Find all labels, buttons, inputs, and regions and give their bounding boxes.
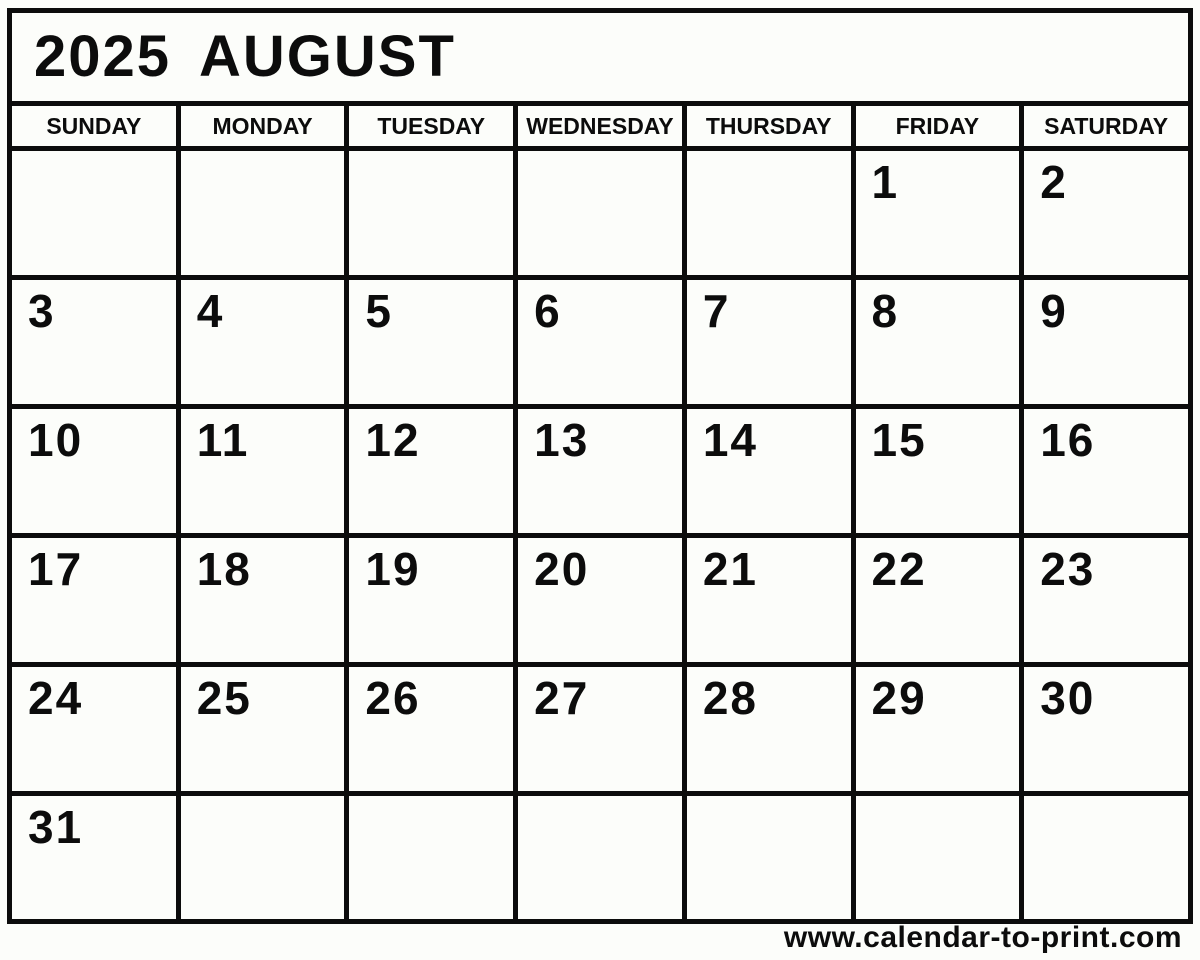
day-cell	[684, 794, 853, 922]
day-number: 28	[702, 672, 758, 724]
day-number: 2	[1040, 156, 1068, 208]
day-number: 17	[28, 543, 84, 595]
day-number: 12	[365, 414, 421, 466]
day-number: 14	[702, 414, 758, 466]
day-cell	[178, 665, 347, 794]
day-number: 5	[365, 285, 393, 337]
weekday-header-friday: FRIDAY	[853, 104, 1022, 149]
day-cell	[516, 794, 685, 922]
day-cell	[1022, 794, 1191, 922]
weekday-header-saturday: SATURDAY	[1022, 104, 1191, 149]
day-number: 16	[1040, 414, 1096, 466]
day-number: 31	[28, 801, 84, 853]
day-cell	[10, 149, 179, 278]
day-cell	[684, 278, 853, 407]
day-cell	[1022, 536, 1191, 665]
day-cell	[347, 794, 516, 922]
day-cell	[1022, 665, 1191, 794]
day-cell	[347, 407, 516, 536]
calendar-month: AUGUST	[199, 24, 456, 89]
day-cell	[347, 149, 516, 278]
day-number: 25	[196, 672, 252, 724]
day-cell	[516, 665, 685, 794]
day-cell	[347, 278, 516, 407]
day-cell	[1022, 278, 1191, 407]
day-cell	[684, 407, 853, 536]
day-number: 29	[871, 672, 927, 724]
day-cell	[853, 278, 1022, 407]
weekday-header-wednesday: WEDNESDAY	[516, 104, 685, 149]
day-number: 7	[702, 285, 731, 337]
day-cell	[684, 536, 853, 665]
day-number: 24	[28, 672, 84, 724]
week-row	[10, 149, 1191, 278]
day-cell	[853, 794, 1022, 922]
day-number: 6	[534, 285, 562, 337]
day-cell	[684, 665, 853, 794]
day-cell	[178, 149, 347, 278]
day-cell	[853, 149, 1022, 278]
day-number: 4	[196, 285, 225, 337]
day-cell	[178, 278, 347, 407]
day-cell	[684, 149, 853, 278]
day-number: 19	[365, 543, 421, 595]
day-number: 8	[871, 285, 900, 337]
weekday-header-row	[10, 104, 1191, 149]
day-number: 10	[28, 414, 84, 466]
day-cell	[853, 407, 1022, 536]
day-number: 20	[534, 543, 590, 595]
day-number: 30	[1040, 672, 1096, 724]
week-row	[10, 665, 1191, 794]
day-cell	[516, 536, 685, 665]
day-number: 27	[534, 672, 590, 724]
day-number: 18	[196, 543, 252, 595]
day-number: 21	[702, 543, 758, 595]
day-cell	[516, 407, 685, 536]
day-cell	[10, 794, 179, 922]
weekday-header-thursday: THURSDAY	[684, 104, 853, 149]
day-cell	[516, 149, 685, 278]
day-number: 26	[365, 672, 421, 724]
calendar-year: 2025	[34, 24, 172, 89]
calendar-title-box	[7, 8, 1193, 101]
day-cell	[178, 407, 347, 536]
day-cell	[10, 665, 179, 794]
day-cell	[10, 536, 179, 665]
calendar	[7, 8, 1193, 924]
day-cell	[1022, 149, 1191, 278]
day-cell	[178, 536, 347, 665]
weekday-header-sunday: SUNDAY	[10, 104, 179, 149]
day-cell	[516, 278, 685, 407]
weekday-header-monday: MONDAY	[178, 104, 347, 149]
week-row	[10, 536, 1191, 665]
day-number: 9	[1040, 285, 1068, 337]
day-cell	[178, 794, 347, 922]
website-url: www.calendar-to-print.com	[783, 921, 1182, 954]
day-number: 3	[28, 285, 56, 337]
week-row	[10, 407, 1191, 536]
day-cell	[10, 407, 179, 536]
day-cell	[853, 536, 1022, 665]
day-cell	[347, 536, 516, 665]
day-number: 23	[1040, 543, 1096, 595]
calendar-grid	[7, 101, 1193, 924]
day-number: 1	[871, 156, 900, 208]
day-number: 22	[871, 543, 927, 595]
day-cell	[347, 665, 516, 794]
day-number: 13	[534, 414, 590, 466]
day-cell	[10, 278, 179, 407]
day-number: 15	[871, 414, 927, 466]
day-cell	[1022, 407, 1191, 536]
weekday-header-tuesday: TUESDAY	[347, 104, 516, 149]
day-number: 11	[196, 414, 250, 466]
week-row	[10, 794, 1191, 922]
day-cell	[853, 665, 1022, 794]
week-row	[10, 278, 1191, 407]
